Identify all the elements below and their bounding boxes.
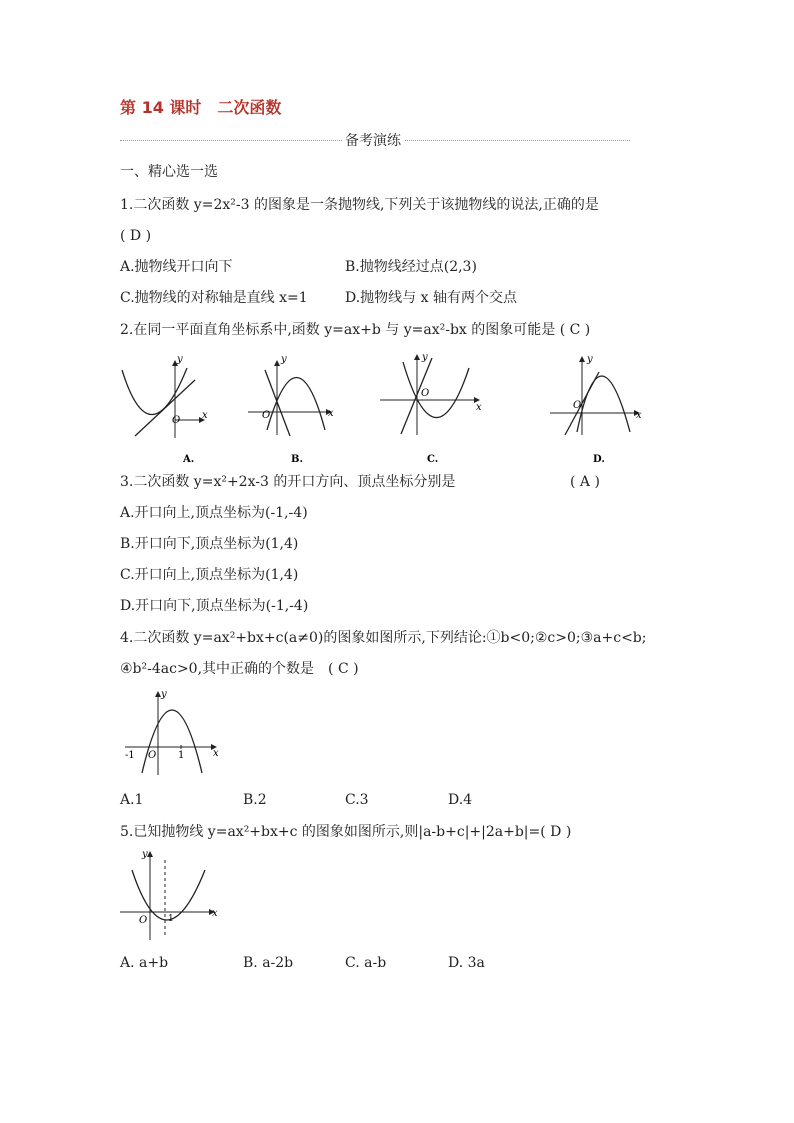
y-axis-label: y xyxy=(422,352,428,363)
y-axis-label: y xyxy=(177,354,183,365)
graph-label-c: C. xyxy=(427,454,439,465)
graph-label-a: A. xyxy=(183,454,195,465)
x-axis-label: x xyxy=(476,402,482,413)
q3-stem: 3.二次函数 y=x²+2x-3 的开口方向、顶点坐标分别是 xyxy=(120,474,456,490)
origin-label: O xyxy=(573,400,582,411)
q1-option-d: D.抛物线与 x 轴有两个交点 xyxy=(345,290,517,306)
origin-label: O xyxy=(148,750,157,761)
q2-graph-b xyxy=(248,354,334,465)
q4-option-d: D.4 xyxy=(448,792,473,808)
q5-graph xyxy=(115,845,230,945)
q4-option-c: C.3 xyxy=(345,792,369,808)
tick-1-label: 1 xyxy=(168,914,174,924)
q4-stem-continued: ④b²-4ac>0,其中正确的个数是 ( C ) xyxy=(120,661,359,677)
q5-option-b: B. a-2b xyxy=(243,955,294,971)
graph-label-d: D. xyxy=(593,454,605,465)
q1-answer: ( D ) xyxy=(120,228,152,244)
y-axis-label: y xyxy=(142,849,148,860)
q5-option-d: D. 3a xyxy=(448,955,485,971)
origin-label: O xyxy=(262,410,271,421)
x-axis-label: x xyxy=(213,748,219,759)
q4-option-b: B.2 xyxy=(243,792,267,808)
q4-stem: 4.二次函数 y=ax²+bx+c(a≠0)的图象如图所示,下列结论:①b<0;②c>0;③a+c<b; xyxy=(120,630,647,646)
tick-1-label: 1 xyxy=(178,750,185,761)
lesson-title: 第 14 课时 二次函数 xyxy=(120,98,282,117)
q1-option-b: B.抛物线经过点(2,3) xyxy=(345,259,477,275)
q1-option-a: A.抛物线开口向下 xyxy=(120,259,233,275)
q5-stem: 5.已知抛物线 y=ax²+bx+c 的图象如图所示,则|a-b+c|+|2a+b|=( D ) xyxy=(120,824,572,840)
q3-option-a: A.开口向上,顶点坐标为(-1,-4) xyxy=(120,505,308,521)
origin-label: O xyxy=(421,388,430,399)
x-axis-label: x xyxy=(202,410,208,421)
q3-option-d: D.开口向下,顶点坐标为(-1,-4) xyxy=(120,598,309,614)
q2-stem: 2.在同一平面直角坐标系中,函数 y=ax+b 与 y=ax²-bx 的图象可能是 ( C ) xyxy=(120,322,591,338)
tick-neg1-label: -1 xyxy=(125,750,135,761)
q2-graph-d xyxy=(550,354,642,465)
q3-option-c: C.开口向上,顶点坐标为(1,4) xyxy=(120,567,299,583)
q4-option-a: A.1 xyxy=(120,792,144,808)
y-axis-label: y xyxy=(587,354,593,365)
x-axis-label: x xyxy=(212,908,218,919)
origin-label: O xyxy=(172,415,181,426)
part-heading: 一、精心选一选 xyxy=(120,164,218,180)
x-axis-label: x xyxy=(636,410,642,421)
q3-option-b: B.开口向下,顶点坐标为(1,4) xyxy=(120,536,299,552)
q5-option-c: C. a-b xyxy=(345,955,387,971)
y-axis-label: y xyxy=(281,354,287,365)
x-axis-label: x xyxy=(328,408,334,419)
origin-label: O xyxy=(139,915,148,926)
q1-stem: 1.二次函数 y=2x²-3 的图象是一条抛物线,下列关于该抛物线的说法,正确的是 xyxy=(120,197,599,213)
q3-answer: ( A ) xyxy=(570,474,600,490)
graph-label-b: B. xyxy=(291,454,303,465)
q4-graph xyxy=(120,685,230,780)
q2-graph-c xyxy=(380,352,482,465)
q2-graph-a xyxy=(122,354,208,465)
q2-graphs xyxy=(115,350,655,465)
y-axis-label: y xyxy=(161,689,167,700)
q1-option-c: C.抛物线的对称轴是直线 x=1 xyxy=(120,290,308,306)
q5-option-a: A. a+b xyxy=(120,955,169,971)
section-label: 备考演练 xyxy=(342,131,404,151)
